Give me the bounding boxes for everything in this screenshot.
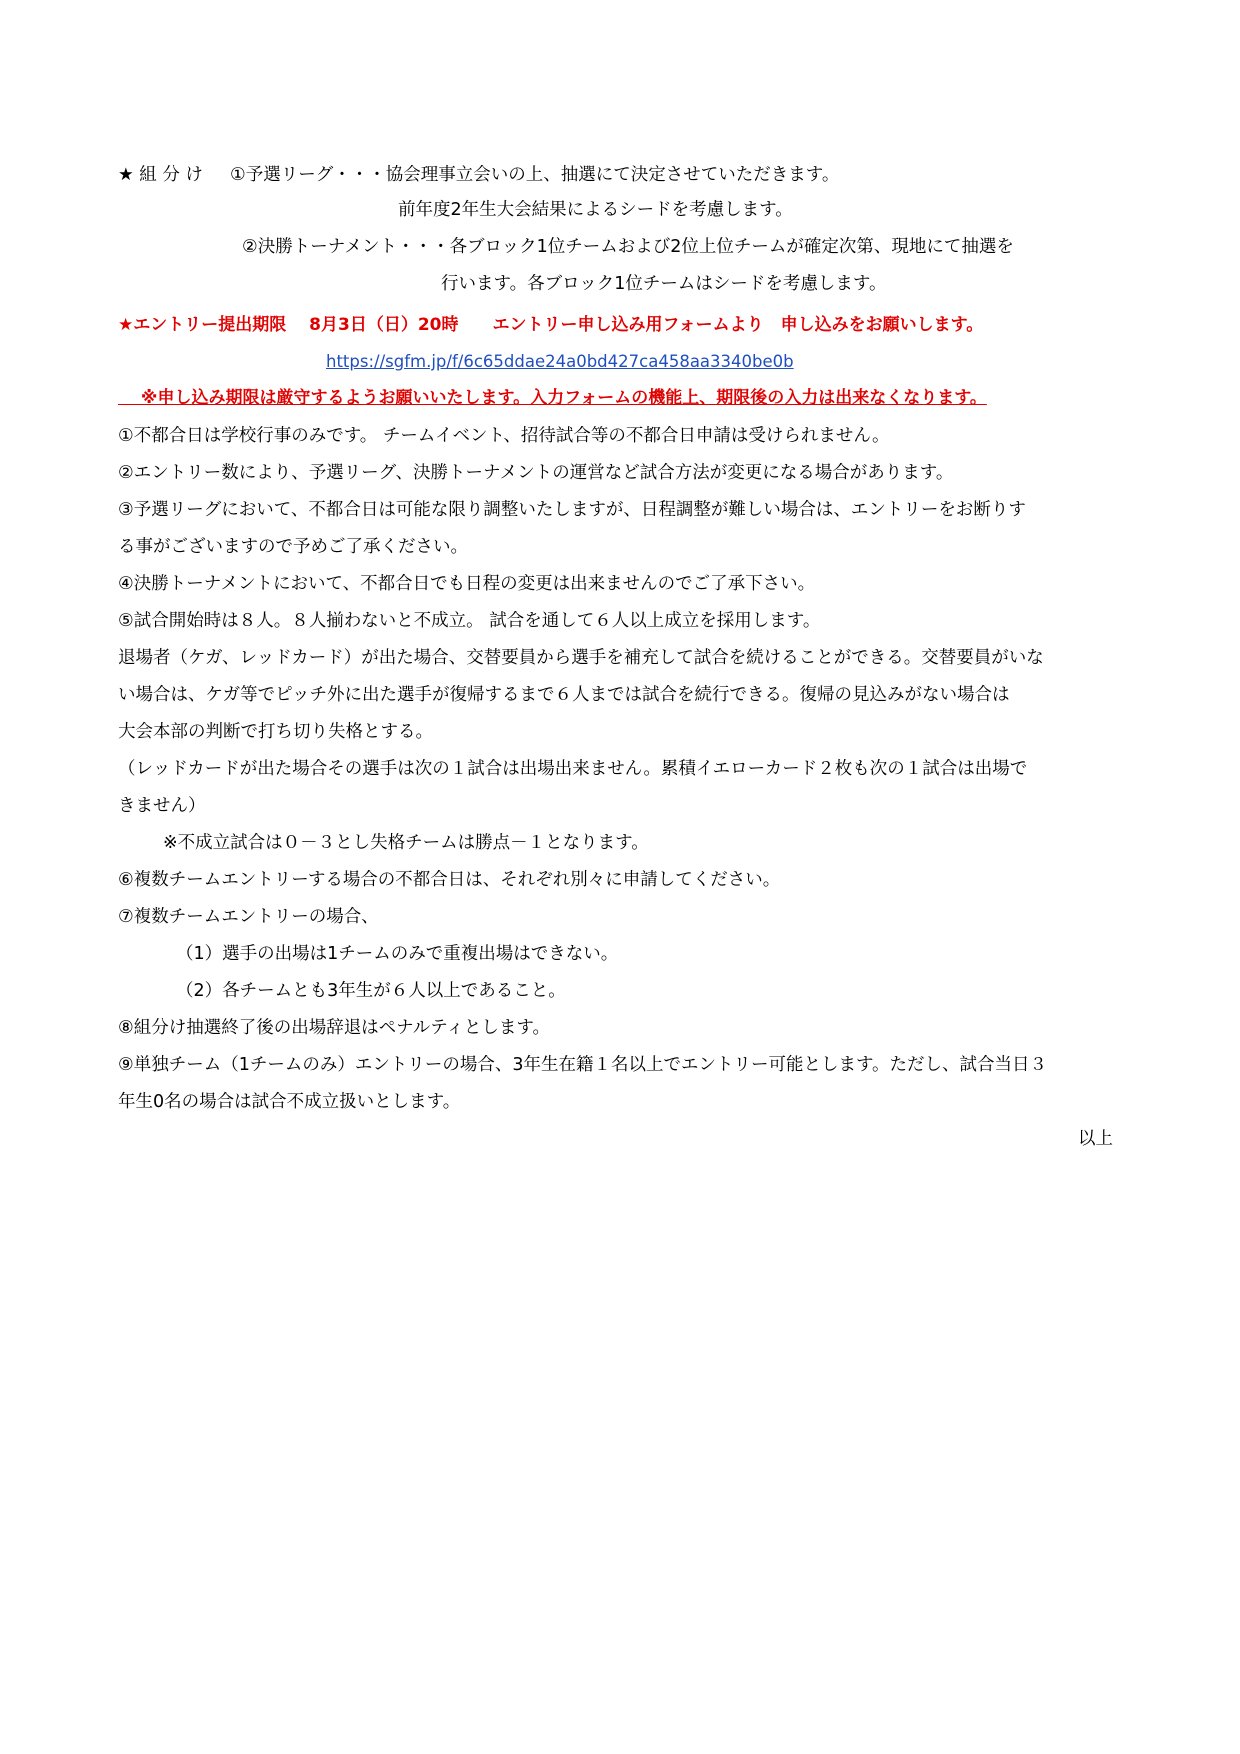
- grouping-item-1-continued: 前年度2年生大会結果によるシードを考慮します。: [398, 200, 793, 220]
- grouping-item-1: ①予選リーグ・・・協会理事立会いの上、抽選にて決定させていただきます。: [230, 165, 840, 185]
- rule-9-line-1: ⑨単独チーム（1チームのみ）エントリーの場合、3年生在籍１名以上でエントリー可能とします。ただし、試合当日３: [118, 1055, 1048, 1075]
- closing-text: 以上: [1078, 1129, 1113, 1149]
- rule-1: ①不都合日は学校行事のみです。 チームイベント、招待試合等の不都合日申請は受けられません。: [118, 426, 890, 446]
- grouping-item-2-continued: 行います。各ブロック1位チームはシードを考慮します。: [441, 274, 887, 294]
- rule-7: ⑦複数チームエントリーの場合、: [118, 907, 379, 927]
- entry-form-link[interactable]: https://sgfm.jp/f/6c65ddae24a0bd427ca458aa3340be0b: [326, 352, 794, 371]
- grouping-star-label: ★ 組 分 け: [118, 165, 203, 185]
- grouping-heading: [118, 163, 839, 187]
- rule-6: ⑥複数チームエントリーする場合の不都合日は、それぞれ別々に申請してください。: [118, 870, 781, 890]
- rule-5-line-6: きません）: [118, 796, 206, 816]
- entry-deadline-warning: ※申し込み期限は厳守するようお願いいたします。入力フォームの機能上、期限後の入力は出来なくなります。: [118, 388, 987, 408]
- rule-8: ⑧組分け抽選終了後の出場辞退はペナルティとします。: [118, 1018, 551, 1038]
- rule-5-line-5: （レッドカードが出た場合その選手は次の１試合は出場出来ません。累積イエローカード２枚も次の１試合は出場で: [118, 759, 1028, 779]
- rule-7-sub-1: （1）選手の出場は1チームのみで重複出場はできない。: [176, 944, 619, 964]
- rule-9-line-2: 年生0名の場合は試合不成立扱いとします。: [118, 1092, 461, 1112]
- rule-5-line-2: 退場者（ケガ、レッドカード）が出た場合、交替要員から選手を補充して試合を続けることができる。交替要員がいな: [118, 648, 1044, 668]
- rule-5-line-3: い場合は、ケガ等でピッチ外に出た選手が復帰するまで６人までは試合を続行できる。復帰の見込みがない場合は: [118, 685, 1010, 705]
- rule-4: ④決勝トーナメントにおいて、不都合日でも日程の変更は出来ませんのでご了承下さい。: [118, 574, 816, 594]
- rule-2: ②エントリー数により、予選リーグ、決勝トーナメントの運営など試合方法が変更になる場合があります。: [118, 463, 954, 483]
- rule-3-line-1: ③予選リーグにおいて、不都合日は可能な限り調整いたしますが、日程調整が難しい場合は、エントリーをお断りす: [118, 500, 1026, 520]
- grouping-item-2: ②決勝トーナメント・・・各ブロック1位チームおよび2位上位チームが確定次第、現地にて抽選を: [242, 237, 1014, 257]
- rule-3-line-2: る事がございますので予めご了承ください。: [118, 537, 468, 557]
- rule-7-sub-2: （2）各チームとも3年生が６人以上であること。: [176, 981, 566, 1001]
- rule-5-note: ※不成立試合は０－３とし失格チームは勝点－１となります。: [163, 833, 649, 853]
- rule-5: ⑤試合開始時は８人。８人揃わないと不成立。 試合を通して６人以上成立を採用します。: [118, 611, 821, 631]
- rule-5-line-4: 大会本部の判断で打ち切り失格とする。: [118, 722, 433, 742]
- entry-deadline: ★エントリー提出期限 8月3日（日）20時 エントリー申し込み用フォームより 申し込みをお願いします。: [118, 315, 984, 335]
